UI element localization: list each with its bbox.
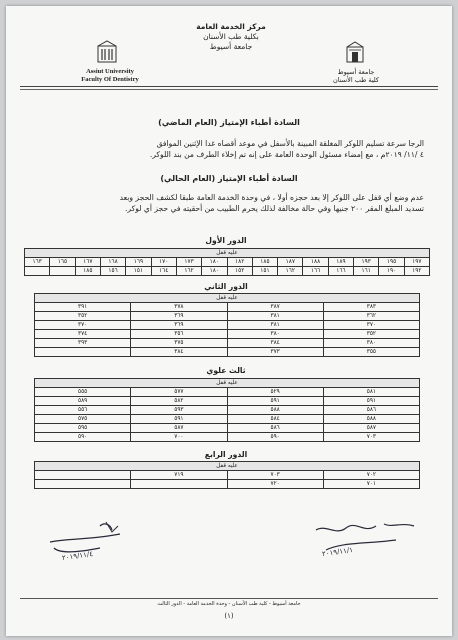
table-cell: ١٥١ — [126, 267, 151, 276]
header-left-en — [60, 68, 160, 84]
table-cell: ١٦٨ — [100, 258, 125, 267]
header-rule — [20, 86, 438, 87]
floor1-table — [24, 248, 430, 276]
table-caption: عليه قفل — [25, 249, 430, 258]
section1-title: السادة أطباء الإمتياز (العام الماضي) — [158, 118, 300, 127]
table-cell: ٥٩٣ — [131, 406, 227, 415]
table-cell: ٥٨٦ — [227, 424, 323, 433]
table-cell: ١٨٨ — [303, 258, 328, 267]
table-cell: ٥٨٨ — [323, 415, 419, 424]
table-cell: ٥٨٩ — [35, 397, 131, 406]
table-cell: ٣٧٠ — [35, 321, 131, 330]
table-cell: ٣٥٢ — [35, 312, 131, 321]
table-cell: ٥٨٤ — [227, 415, 323, 424]
floor3-table — [34, 378, 420, 442]
header-line: مركز الخدمة العامة — [196, 22, 266, 31]
table-row — [35, 471, 420, 480]
table-cell: ٧٠٢ — [323, 471, 419, 480]
table-row — [35, 388, 420, 397]
table-caption: عليه قفل — [35, 379, 420, 388]
section1-body — [34, 138, 424, 160]
table-cell: ٣٩١ — [35, 303, 131, 312]
table-row — [35, 415, 420, 424]
table-cell: ١٧٠ — [151, 258, 176, 267]
table-cell: ٧٠١ — [323, 480, 419, 489]
table-cell: ٣٨٤ — [227, 339, 323, 348]
table-cell — [35, 348, 131, 357]
table-cell: ١٦٦ — [303, 267, 328, 276]
table-row — [35, 406, 420, 415]
table-cell — [35, 471, 131, 480]
table-cell: ٥٩١ — [131, 415, 227, 424]
table-cell: ١٦٧ — [75, 258, 100, 267]
header-center-ar — [156, 22, 306, 52]
table-cell: ٣٥٢ — [323, 330, 419, 339]
floor2-title: الدور الثاني — [204, 282, 248, 291]
table-cell: ١٦٦ — [328, 267, 353, 276]
table-row — [35, 330, 420, 339]
section2-line: تسديد المبلغ المقر ٢٠٠ جنيها وفي حالة مخالفة لذلك يحرم الطبيب من أحقيته في حجز أي لوكر. — [125, 204, 424, 213]
table-row — [35, 424, 420, 433]
table-cell: ١٦٤ — [151, 267, 176, 276]
table-cell: ١٦٩ — [126, 258, 151, 267]
table-row — [35, 433, 420, 442]
table-cell — [25, 267, 50, 276]
table-cell: ١٨٢ — [227, 258, 252, 267]
table-cell: ١٨٥ — [75, 267, 100, 276]
table-row — [35, 321, 420, 330]
table-cell: ٥٨٧ — [131, 424, 227, 433]
table-cell: ٥٩١ — [323, 397, 419, 406]
table-cell: ٣٨٤ — [131, 348, 227, 357]
header-line: جامعة أسيوط — [209, 42, 253, 51]
table-cell: ٣٨٠ — [323, 339, 419, 348]
table-cell: ٣٦٩ — [131, 321, 227, 330]
section2-body — [34, 192, 424, 214]
table-cell — [35, 480, 131, 489]
table-cell: ٥٧٥ — [35, 415, 131, 424]
table-row — [25, 258, 430, 267]
header-right-ar — [316, 68, 396, 84]
section1-line: الرجا سرعة تسليم اللوكر المغلقة المبينة بالأسفل في موعد أقصاه غدا الإثنين الموافق — [156, 139, 424, 148]
table-cell: ١٥١ — [252, 267, 277, 276]
header-line: جامعة أسيوط — [337, 68, 375, 76]
floor4-table — [34, 461, 420, 489]
table-cell: ١٨٠ — [202, 258, 227, 267]
table-row — [35, 397, 420, 406]
header-line: بكلية طب الأسنان — [203, 32, 259, 41]
header-left-logo — [96, 40, 118, 64]
table-cell: ٣٧٤ — [35, 330, 131, 339]
table-cell: ٥٨١ — [323, 388, 419, 397]
table-row — [35, 339, 420, 348]
signature-left-date: ٢٠١٩/١١/٤ — [61, 549, 94, 563]
table-cell: ٣٨٣ — [323, 303, 419, 312]
document-page — [6, 6, 452, 636]
table-cell: ١٨٩ — [328, 258, 353, 267]
table-cell: ٣٧٨ — [131, 303, 227, 312]
table-cell: ٣٨٧ — [227, 303, 323, 312]
header-rule-thin — [20, 89, 438, 90]
table-cell: ١٦٢ — [278, 267, 303, 276]
table-cell: ٧٢٠ — [227, 480, 323, 489]
table-cell: ٣٨١ — [227, 321, 323, 330]
table-cell: ٥٩٠ — [35, 433, 131, 442]
section2-title: السادة أطباء الإمتياز (العام الحالي) — [160, 174, 298, 183]
table-cell — [50, 267, 75, 276]
header-en-line: Faculty Of Dentistry — [81, 76, 139, 83]
header-right-logo — [344, 40, 366, 64]
table-cell: ١٩٠ — [379, 267, 404, 276]
table-cell: ٣٦٢ — [323, 312, 419, 321]
table-cell: ١٩٣ — [354, 258, 379, 267]
table-cell: ٥٩٠ — [227, 433, 323, 442]
page-number: (١) — [224, 612, 234, 620]
table-cell: ٣٥٥ — [323, 348, 419, 357]
table-caption: عليه قفل — [35, 294, 420, 303]
table-cell: ٥٩١ — [227, 397, 323, 406]
header-line: كلية طب الأسنان — [332, 76, 380, 84]
table-row — [35, 480, 420, 489]
table-cell: ١٦٢ — [176, 267, 201, 276]
table-cell: ٥٩٥ — [35, 424, 131, 433]
section2-line: عدم وضع أي قفل على اللوكر إلا بعد حجزه أولا ، في وحدة الخدمة العامة طبقا لكشف الحجز وبعد — [119, 193, 424, 202]
table-caption-row — [35, 294, 420, 303]
table-cell: ٧٠٣ — [323, 433, 419, 442]
table-cell: ١٨٥ — [252, 258, 277, 267]
table-cell: ٣٨١ — [227, 312, 323, 321]
table-cell: ١٩٥ — [379, 258, 404, 267]
page-footer: جامعة أسيوط - كلية طب الأسنان - وحدة الخدمة العامة - الدور الثالث — [20, 598, 438, 607]
table-cell: ٥٧٧ — [131, 388, 227, 397]
table-cell: ٥٨٦ — [323, 406, 419, 415]
floor3-title: ثالث علوي — [206, 366, 246, 375]
table-cell: ١٨٠ — [202, 267, 227, 276]
table-cell: ١٦٥ — [50, 258, 75, 267]
table-cell: ١٥٢ — [227, 267, 252, 276]
table-row — [25, 267, 430, 276]
table-cell — [131, 480, 227, 489]
table-cell: ٣٥٦ — [131, 330, 227, 339]
table-cell: ٥٨٧ — [323, 424, 419, 433]
table-cell: ٣٨٠ — [227, 330, 323, 339]
table-caption-row — [35, 379, 420, 388]
table-caption-row — [25, 249, 430, 258]
floor1-title: الدور الأول — [205, 236, 247, 245]
table-row — [35, 303, 420, 312]
table-cell: ١٧٣ — [176, 258, 201, 267]
table-cell: ٣٩٣ — [35, 339, 131, 348]
section1-line: ٤ /١١/ ٢٠١٩م ، مع إمضاء مسئول الوحدة العامة على إنه تم إخلاء الطرف من بند اللوكر. — [149, 150, 424, 159]
table-cell: ٥٢٩ — [227, 388, 323, 397]
table-row — [35, 348, 420, 357]
table-cell: ٣٦٩ — [131, 312, 227, 321]
table-cell: ٧٠٠ — [131, 433, 227, 442]
table-cell: ١٦١ — [354, 267, 379, 276]
table-cell: ٧٠٣ — [227, 471, 323, 480]
table-cell: ١٦٣ — [25, 258, 50, 267]
table-cell: ٣٧٠ — [323, 321, 419, 330]
table-caption: عليه قفل — [35, 462, 420, 471]
table-cell: ٥٨٢ — [131, 397, 227, 406]
table-cell: ٣٧٥ — [131, 339, 227, 348]
table-cell: ١٩٧ — [404, 258, 429, 267]
header-en-line: Assiut University — [86, 68, 134, 75]
table-cell: ٧١٩ — [131, 471, 227, 480]
floor2-table — [34, 293, 420, 357]
table-cell: ١٥٦ — [100, 267, 125, 276]
table-cell: ٥٥٦ — [35, 406, 131, 415]
table-cell: ١٩٢ — [404, 267, 429, 276]
table-cell: ٥٥٥ — [35, 388, 131, 397]
table-cell: ٥٨٨ — [227, 406, 323, 415]
table-cell: ١٨٧ — [278, 258, 303, 267]
floor4-title: الدور الرابع — [204, 450, 248, 459]
table-row — [35, 312, 420, 321]
table-cell: ٣٧٣ — [227, 348, 323, 357]
signature-right-date: ٢٠١٩/١١/١ — [321, 545, 354, 559]
table-caption-row — [35, 462, 420, 471]
